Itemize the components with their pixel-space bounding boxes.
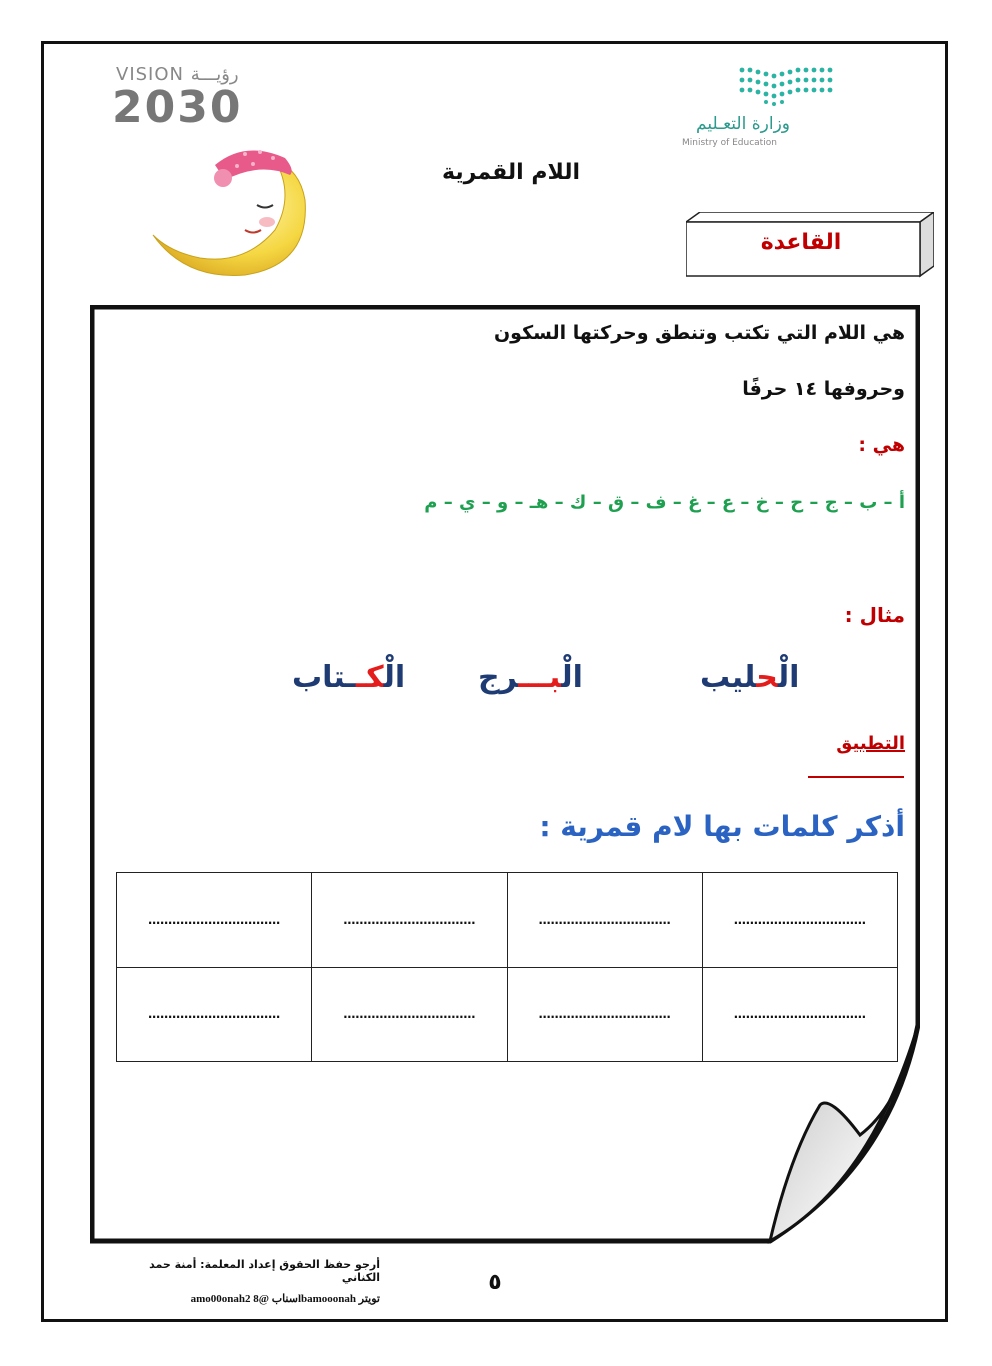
answer-blank[interactable]: …………………………… [312,967,507,1062]
example-heading: مثال : [844,603,905,627]
footer-rights: أرجو حفظ الحقوق إعداد المعلمة: أمنة حمد الكناني [149,1258,380,1284]
example-word-prefix: الْ [383,660,406,695]
footer-contact: amo00onah2 سناب @8lbamooonah تويتر [190,1293,380,1305]
vision-2030-logo [108,60,273,133]
vision-logo-year: 2030 [112,82,243,133]
example-word [292,660,405,695]
page-title: اللام القمرية [442,160,580,185]
example-word-highlight: بـــ [518,660,562,695]
rule-letter-count-line: وحروفها ١٤ حرفًا [742,378,905,400]
sleeping-moon-illustration [145,140,315,290]
application-underline [808,776,904,778]
example-word-rest: ليب [700,660,757,695]
vision-logo-text: VISION رؤيـــة [116,64,239,85]
ministry-name-arabic: وزارة التعـليم [696,114,790,134]
rule-letters-heading: هي : [858,434,905,456]
page-number: ٥ [488,1270,502,1295]
example-word-highlight: كـ [355,660,384,695]
answer-blank[interactable]: …………………………… [702,873,897,968]
example-word [478,660,583,695]
answer-blank[interactable]: …………………………… [507,873,702,968]
example-word-highlight: ح [756,660,778,695]
answer-blank[interactable]: …………………………… [117,873,312,968]
rule-definition-line: هي اللام التي تكتب وتنطق وحركتها السكون [493,322,905,344]
application-heading: التطبيق [836,733,905,754]
moon-letters-list: أ – ب – ج – ح – خ – ع – غ – ف – ق – ك – هـ – و – ي – م [424,492,905,513]
rule-label: القاعدة [760,230,842,255]
table-row [117,873,898,968]
example-word-rest: ـتاب [292,660,356,695]
answer-blank[interactable]: …………………………… [507,967,702,1062]
ministry-pattern-icon [680,60,850,115]
answer-blank[interactable]: …………………………… [117,967,312,1062]
ministry-of-education-logo [680,60,850,160]
example-word-rest: رج [478,660,519,695]
answer-table [116,872,898,1062]
example-word-prefix: الْ [777,660,800,695]
ministry-name-english: Ministry of Education [682,138,777,148]
answer-blank[interactable]: …………………………… [702,967,897,1062]
example-word [700,660,799,695]
answer-blank[interactable]: …………………………… [312,873,507,968]
example-word-prefix: الْ [561,660,583,695]
exercise-instruction: أذكر كلمات بها لام قمرية : [539,810,905,843]
table-row [117,967,898,1062]
